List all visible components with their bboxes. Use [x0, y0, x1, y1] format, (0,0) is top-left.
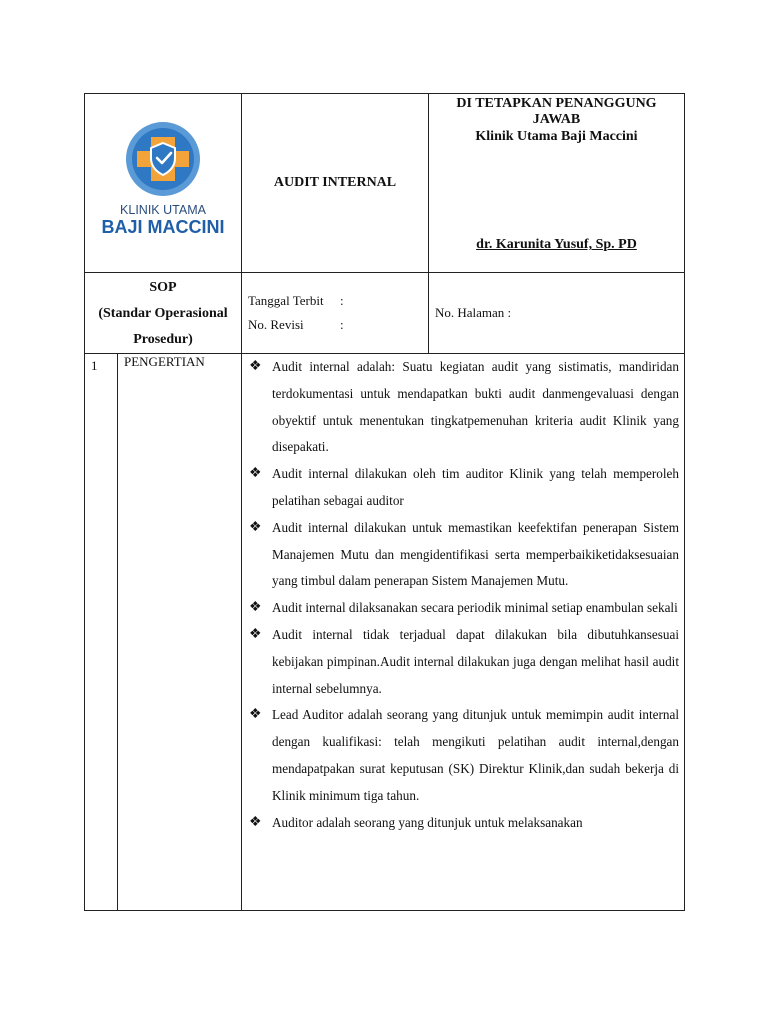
definition-text: Audit internal dilaksanakan secara periodik minimal setiap enambulan sekali: [272, 600, 678, 616]
approval-line1: DI TETAPKAN PENANGGUNG: [456, 96, 657, 111]
document-title-cell: [242, 94, 429, 273]
tanggal-terbit-separator: :: [340, 293, 344, 308]
definition-item: [249, 595, 679, 622]
document-title: AUDIT INTERNAL: [273, 175, 397, 190]
diamond-bullet-icon: ❖: [249, 600, 262, 616]
header-row: [85, 94, 685, 273]
sop-table: [84, 93, 685, 911]
definition-text: Audit internal adalah: Suatu kegiatan audit yang sistimatis, mandiridan terdokumentasi untuk mendapatkan bukti audit danmengevaluasi dengan obyektif untuk menentukan tingkatpemenuhan kriteria audit Klinik yang disepakati.: [272, 359, 679, 455]
sop-fullname-line1: (Standar Operasional: [98, 306, 228, 321]
diamond-bullet-icon: ❖: [249, 466, 262, 482]
definition-item: [249, 461, 679, 515]
tanggal-terbit-row: [248, 289, 428, 313]
definition-text: Auditor adalah seorang yang ditunjuk untuk melaksanakan: [272, 814, 583, 830]
definition-item: [249, 622, 679, 702]
diamond-bullet-icon: ❖: [249, 814, 262, 830]
clinic-logo: [93, 121, 233, 246]
logo-text-line2: BAJI MACCINI: [101, 216, 225, 237]
sop-row: [85, 273, 685, 354]
diamond-bullet-icon: ❖: [249, 519, 262, 535]
definition-text: Audit internal dilakukan oleh tim auditor Klinik yang telah memperoleh pelatihan sebagai auditor: [272, 466, 679, 508]
signatory-name: dr. Karunita Yusuf, Sp. PD: [476, 237, 637, 252]
sop-document: [84, 93, 684, 911]
logo-cell: [85, 94, 242, 273]
no-revisi-separator: :: [340, 317, 344, 332]
sop-fullname-line2: Prosedur): [133, 332, 193, 347]
approval-line2: JAWAB: [532, 112, 581, 127]
content-row: [85, 354, 685, 911]
definition-text: Audit internal tidak terjadual dapat dilakukan bila dibutuhkansesuai kebijakan pimpinan.Audit internal dilakukan juga dengan melihat hasil audit internal sebelumnya.: [272, 626, 679, 696]
sop-label: SOP: [149, 280, 177, 295]
sop-title-cell: [85, 273, 242, 354]
section-content: [242, 354, 685, 911]
approval-clinic-name: Klinik Utama Baji Maccini: [475, 129, 638, 144]
logo-text-line1: KLINIK UTAMA: [120, 202, 206, 217]
no-halaman-label: No. Halaman :: [435, 305, 512, 320]
date-revision-cell: [242, 273, 429, 354]
diamond-bullet-icon: ❖: [249, 707, 262, 723]
definition-list: [249, 354, 679, 836]
section-number: 1: [85, 354, 118, 911]
halaman-cell: [429, 273, 685, 354]
no-revisi-row: [248, 313, 428, 337]
tanggal-terbit-label: Tanggal Terbit: [248, 293, 324, 308]
definition-item: [249, 515, 679, 595]
definition-text: Audit internal dilakukan untuk memastikan keefektifan penerapan Sistem Manajemen Mutu dan mengidentifikasi serta memperbaikiketidaksesuaian yang timbul dalam penerapan Sistem Manajemen Mutu.: [272, 519, 679, 589]
no-revisi-label: No. Revisi: [248, 317, 304, 332]
definition-item: [249, 810, 679, 837]
definition-text: Lead Auditor adalah seorang yang ditunjuk untuk memimpin audit internal dengan kualifikasi: telah mengikuti pelatihan audit internal,dengan mendapatpakan surat keputusan (SK) Direktur Klinik,dan sudah bekerja di Klinik minimum tiga tahun.: [272, 707, 679, 803]
diamond-bullet-icon: ❖: [249, 626, 262, 642]
clinic-shield-cross-logo-icon: [93, 121, 233, 241]
definition-item: [249, 354, 679, 461]
approval-cell: [429, 94, 685, 273]
diamond-bullet-icon: ❖: [249, 359, 262, 374]
section-label: PENGERTIAN: [118, 354, 242, 911]
definition-item: [249, 702, 679, 809]
